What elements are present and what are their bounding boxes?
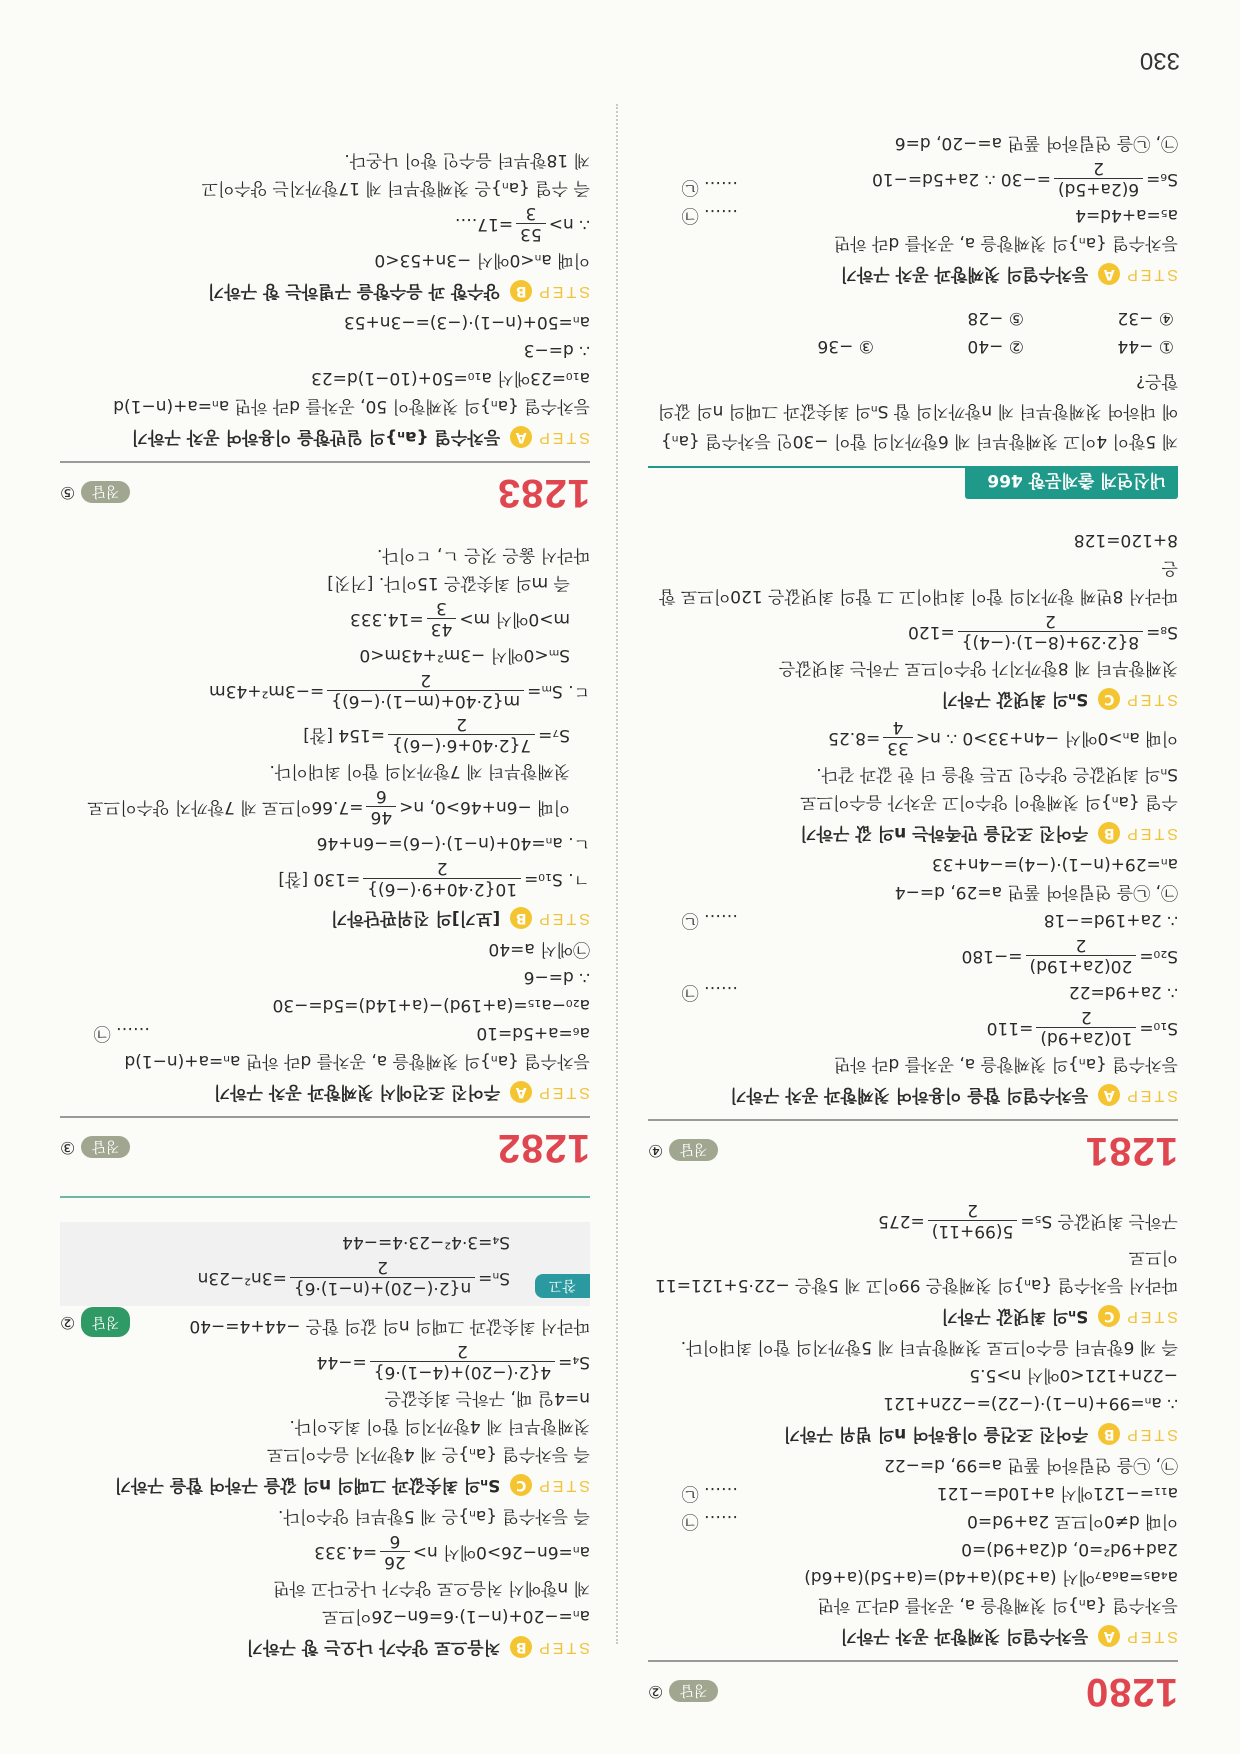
linked-problem-466 — [648, 129, 1178, 500]
math-suffix: =−30 ∴ 2a+5d=−10 — [872, 169, 1051, 189]
text-line — [60, 1019, 590, 1047]
step-heading — [648, 685, 1178, 713]
denominator: 2 — [1075, 935, 1087, 956]
numerator: 33 — [883, 738, 913, 759]
text-line — [648, 654, 1178, 682]
step-badge: A — [1098, 1625, 1120, 1647]
step-title: 처음으로 양수가 나오는 항 구하기 — [246, 1637, 501, 1657]
question-header — [60, 461, 590, 515]
line-text: 따라서 옳은 것은 ㄴ, ㄷ이다. — [376, 545, 590, 565]
numerator: 4{2·(−20)+(4−1)·6} — [370, 1362, 555, 1383]
text-line — [60, 1047, 590, 1075]
step-heading — [60, 1471, 590, 1499]
step-heading — [60, 904, 590, 932]
line-text: 8+120=128 — [1073, 530, 1178, 550]
answer-value: ② — [648, 1681, 664, 1701]
step-badge: A — [1098, 1084, 1120, 1106]
math-prefix: S₂₀= — [1139, 946, 1178, 966]
math-prefix: 구하는 최댓값은 S₅= — [1020, 1211, 1178, 1231]
numerator: 43 — [427, 619, 457, 640]
line-text: 등차수열 {aₙ}의 첫째항을 a, 공차를 d라 하면 aₙ=a+(n−1)d — [124, 1051, 590, 1071]
text-line — [648, 760, 1178, 788]
fraction — [958, 612, 1143, 653]
choice-1: ① −44 — [1117, 336, 1174, 356]
text-line — [60, 1384, 590, 1412]
step-title: Sₙ의 최댓값 구하기 — [941, 689, 1089, 709]
step-title: 등차수열의 첫째항과 공차 구하기 — [840, 1626, 1089, 1646]
answer-badge — [648, 1139, 718, 1161]
step-badge: B — [1098, 1423, 1120, 1445]
math-suffix: =8.25 — [828, 728, 881, 748]
line-text: 2ad+9d²=0, d(2a+9d)=0 — [961, 1539, 1178, 1559]
math-prefix: 이때 aₙ>0에서 −4n+33>0 ∴ n< — [915, 728, 1178, 748]
text-line — [648, 201, 1178, 229]
answer-label: 정답 — [81, 481, 130, 503]
step-badge: C — [1098, 1305, 1120, 1327]
numerator: 20(2a+19d) — [1026, 956, 1137, 977]
math-line — [648, 716, 1178, 760]
text-line — [648, 229, 1178, 257]
denominator: 6 — [389, 1531, 401, 1552]
step-badge: B — [510, 1636, 532, 1658]
denominator: 2 — [436, 858, 448, 879]
question-number: 1281 — [1085, 1129, 1178, 1173]
choice-4: ④ −32 — [1117, 308, 1174, 328]
answer-badge — [60, 481, 130, 503]
fraction — [370, 1342, 555, 1383]
math-suffix: =4.333 — [314, 1542, 378, 1562]
math-suffix: =154 [참] — [303, 725, 386, 745]
line-text: 첫째항부터 제 4항까지의 합이 최소이다. — [289, 1416, 590, 1436]
text-line — [648, 1563, 1178, 1591]
line-text: ∴ d=−6 — [523, 967, 590, 987]
line-text: Sₘ<0에서 −3m²+43m<0 — [359, 645, 570, 665]
step-badge: B — [1098, 822, 1120, 844]
math-prefix: ㄱ. S₁₀= — [524, 869, 590, 889]
step-badge: A — [510, 1081, 532, 1103]
text-line — [60, 1574, 590, 1602]
step-label: STEP — [536, 910, 590, 927]
line-text: ㉠에서 a=40 — [488, 939, 590, 959]
equation-marker: …… ㉡ — [681, 177, 738, 197]
line-text: a₂₀−a₁₅=(a+19d)−(a+14d)=5d=−30 — [272, 995, 590, 1015]
step-title: 양수항 과 음수항을 구별하는 항 구하기 — [207, 281, 501, 301]
equation-marker: …… ㉡ — [681, 910, 738, 930]
linked-problem-466-continued — [60, 1196, 590, 1664]
line-text: 즉 수열 {aₙ}은 첫째항부터 제 17항까지는 양수이고 — [201, 178, 590, 198]
step-label: STEP — [1124, 1426, 1178, 1443]
note-label: 참고 — [535, 1274, 590, 1298]
step-heading — [648, 1420, 1178, 1448]
fraction — [290, 1258, 475, 1299]
fraction — [363, 859, 521, 900]
text-line — [60, 757, 590, 785]
linked-problem-banner — [648, 466, 1178, 500]
text-line — [648, 554, 1178, 610]
text-line — [648, 1451, 1178, 1479]
step-title: [보기]의 진위판단하기 — [330, 908, 501, 928]
answer-label: 정답 — [81, 1136, 130, 1158]
line-text: 제 n항에서 처음으로 양수가 나온다고 하면 — [273, 1578, 590, 1598]
line-text: 즉 제 6항부터 음수이므로 첫째항부터 제 5항까지의 합이 최대이다. — [680, 1337, 1178, 1357]
line-text: 이때 d≠0이므로 2a+9d=0 — [967, 1511, 1178, 1531]
math-suffix: =17.… — [454, 214, 514, 234]
line-text: 따라서 등차수열 {aₙ}의 첫째항은 99이고 제 5항은 −22·5+121=11이므로 — [655, 1247, 1178, 1295]
step-badge: B — [510, 907, 532, 929]
denominator: 2 — [420, 670, 432, 691]
text-line — [60, 1602, 590, 1630]
line-text: aₙ=29+(n−1)·(−4)=−4n+33 — [931, 854, 1178, 874]
line-text: ㉠, ㉡을 연립하여 풀면 a=−20, d=6 — [894, 133, 1178, 153]
line-text: ㉠, ㉡을 연립하여 풀면 a=99, d=−22 — [884, 1455, 1178, 1475]
line-text: 즉 등차수열 {aₙ}은 제 4항까지 음수이므로 — [267, 1444, 590, 1464]
left-column — [648, 129, 1178, 1714]
equation-marker: …… ㉡ — [681, 1483, 738, 1503]
denominator: 3 — [525, 203, 537, 224]
denominator: 6 — [375, 786, 387, 807]
math-suffix: =110 — [986, 1018, 1034, 1038]
answer-value: ② — [60, 1312, 76, 1332]
equation-marker: …… ㉠ — [681, 1511, 738, 1531]
line-text: 따라서 최솟값과 그때의 n의 값의 합은 −44+4=−40 — [189, 1316, 590, 1336]
text-line — [648, 978, 1178, 1006]
step-heading — [648, 819, 1178, 847]
equation-marker: …… ㉠ — [681, 205, 738, 225]
math-line — [60, 1530, 590, 1574]
text-line — [648, 129, 1178, 157]
text-line — [60, 364, 590, 392]
text-line — [68, 1228, 510, 1256]
step-heading — [648, 1302, 1178, 1330]
numerator: 7{2·40+6·(−6)} — [388, 735, 535, 756]
math-suffix: =3n²−23n — [197, 1268, 287, 1288]
step-label: STEP — [536, 1084, 590, 1101]
fraction — [1026, 936, 1137, 977]
step-title: 등차수열의 첫째항과 공차 구하기 — [840, 264, 1089, 284]
denominator: 3 — [436, 598, 447, 619]
answer-label: 정답 — [669, 1139, 718, 1161]
math-line — [60, 713, 590, 757]
math-suffix: =120 — [908, 622, 955, 642]
math-prefix: 이때 −6n+46>0, n< — [399, 797, 570, 817]
step-label: STEP — [536, 1477, 590, 1494]
line-text: 수열 {aₙ}의 첫째항이 양수이고 공차가 음수이므로 — [800, 792, 1178, 812]
numerator: 6(2a+5d) — [1054, 179, 1143, 200]
step-title: 주어진 조건에서 첫째항과 공차 구하기 — [213, 1082, 501, 1102]
numerator: 5(99+11) — [928, 1221, 1018, 1242]
page-number: 330 — [1139, 47, 1180, 74]
step-heading — [60, 277, 590, 305]
math-suffix: =−180 — [961, 946, 1023, 966]
line-text: Sₙ의 최댓값은 양수인 모든 항을 더 한 값과 같다. — [816, 764, 1178, 784]
math-prefix: ∴ n> — [548, 214, 590, 234]
numerator: 26 — [380, 1552, 410, 1573]
step-label: STEP — [1124, 1087, 1178, 1104]
text-line — [648, 1389, 1178, 1417]
text-line — [60, 829, 590, 857]
text-line — [60, 1312, 590, 1340]
numerator: n{2·(−20)+(n−1)·6} — [290, 1278, 475, 1299]
math-suffix: =−3m²+43m — [209, 681, 325, 701]
math-suffix: =14.333 — [349, 609, 424, 629]
section-divider — [60, 1196, 590, 1222]
text-line — [60, 336, 590, 364]
step-badge: B — [510, 280, 532, 302]
math-line — [648, 1006, 1178, 1050]
solution-lines — [60, 541, 590, 1106]
banner-label: 내신연계 출제문항 466 — [965, 466, 1178, 499]
line-text: a₁₀=23에서 a₁₀=50+(10−1)d=23 — [311, 368, 590, 388]
math-line — [60, 785, 590, 829]
step-badge: A — [510, 426, 532, 448]
line-text: 등차수열 {aₙ}의 첫째항을 a, 공차를 d라 하면 — [833, 1054, 1178, 1074]
solution-lines — [60, 1312, 590, 1661]
line-text: ㉠, ㉡을 연립하여 풀면 a=29, d=−4 — [894, 882, 1178, 902]
text-line — [60, 963, 590, 991]
line-text: a₁₁=−121에서 a+10d=−121 — [936, 1483, 1178, 1503]
text-line — [648, 1479, 1178, 1507]
solution-1282 — [60, 541, 590, 1170]
line-text: ∴ 2a+19d=−18 — [1043, 910, 1178, 930]
line-text: 첫째항부터 제 8항까지가 양수이므로 구하는 최댓값은 — [778, 658, 1178, 678]
math-line — [648, 610, 1178, 654]
choice-5: ⑤ −28 — [967, 308, 1024, 328]
math-line — [648, 1199, 1178, 1243]
text-line — [60, 246, 590, 274]
text-line — [648, 1050, 1178, 1078]
numerator: 10(2a+9d) — [1036, 1028, 1136, 1049]
solution-lines — [648, 526, 1178, 1109]
math-line — [60, 597, 590, 641]
line-text: 등차수열 {aₙ}의 첫째항을 a, 공차를 d라고 하면 — [817, 1595, 1178, 1615]
fraction — [1036, 1008, 1136, 1049]
fraction — [516, 204, 546, 245]
math-suffix: =130 [참] — [278, 869, 361, 889]
line-text: 등차수열 {aₙ}의 첫째항이 50, 공차를 d라 하면 aₙ=a+(n−1)d — [113, 396, 590, 416]
math-suffix: =7.66이므로 제 7항까지 양수이므로 — [87, 797, 364, 817]
text-line — [60, 569, 590, 597]
text-line — [60, 641, 590, 669]
math-line — [60, 1340, 590, 1384]
math-prefix: S₈= — [1146, 622, 1178, 642]
math-prefix: S₄= — [558, 1352, 590, 1372]
step-badge: C — [1098, 688, 1120, 710]
line-text: 즉 등차수열 {aₙ}은 제 5항부터 양수이다. — [278, 1506, 590, 1526]
step-heading — [648, 1622, 1178, 1650]
step-label: STEP — [536, 429, 590, 446]
step-label: STEP — [1124, 266, 1178, 283]
fraction — [367, 787, 397, 828]
equation-marker: …… ㉠ — [93, 1023, 150, 1043]
math-line — [648, 934, 1178, 978]
fraction — [928, 1201, 1018, 1242]
choice-3: ③ −36 — [817, 336, 874, 356]
math-suffix: =275 — [878, 1211, 925, 1231]
answer-value: ④ — [648, 1140, 664, 1160]
math-line — [648, 157, 1178, 201]
text-line — [60, 146, 590, 174]
text-line — [60, 935, 590, 963]
solution-lines — [648, 129, 1178, 288]
fraction — [427, 599, 457, 640]
math-prefix: S₇= — [538, 725, 570, 745]
column-divider — [616, 104, 618, 1644]
numerator: 53 — [516, 224, 546, 245]
step-label: STEP — [1124, 1308, 1178, 1325]
denominator: 2 — [1093, 158, 1104, 179]
text-line — [60, 308, 590, 336]
numerator: 10{2·40+9·(−6)} — [363, 879, 521, 900]
fraction — [327, 671, 524, 712]
step-badge: A — [1098, 263, 1120, 285]
line-text: a₅=a+4d=4 — [1075, 205, 1178, 225]
text-line — [648, 788, 1178, 816]
text-line — [648, 1507, 1178, 1535]
text-line — [648, 906, 1178, 934]
answer-label: 정답 — [81, 1307, 130, 1337]
question-number: 1280 — [1085, 1670, 1178, 1714]
denominator: 2 — [1080, 1007, 1092, 1028]
step-label: STEP — [1124, 1628, 1178, 1645]
math-prefix: S₁₀= — [1139, 1018, 1178, 1038]
answer-badge — [60, 1307, 130, 1337]
solution-1283 — [60, 146, 590, 515]
fraction — [380, 1532, 410, 1573]
choices — [648, 304, 1178, 360]
line-text: n=4일 때, 구하는 최솟값은 — [384, 1388, 590, 1408]
text-line — [648, 1243, 1178, 1299]
step-heading — [648, 260, 1178, 288]
text-line — [60, 174, 590, 202]
question-header — [648, 1660, 1178, 1714]
line-text: 따라서 8번째 항까지의 합이 최대이고 그 합의 최댓값은 120이므로 합은 — [659, 558, 1178, 606]
numerator: 46 — [367, 807, 397, 828]
math-prefix: ㄷ. Sₘ= — [527, 681, 590, 701]
math-line — [60, 202, 590, 246]
step-badge: C — [510, 1474, 532, 1496]
math-prefix: S₆= — [1146, 169, 1178, 189]
solution-1281 — [648, 526, 1178, 1173]
fraction — [388, 715, 535, 756]
step-title: 주어진 조건을 이용하여 n의 범위 구하기 — [783, 1424, 1089, 1444]
math-suffix: =−44 — [316, 1352, 367, 1372]
text-line — [648, 1535, 1178, 1563]
answer-badge — [60, 1136, 130, 1158]
denominator: 2 — [1045, 611, 1056, 632]
step-title: 등차수열의 합을 이용하여 첫째항과 공차 구하기 — [730, 1085, 1089, 1105]
text-line — [648, 1591, 1178, 1619]
step-label: STEP — [1124, 825, 1178, 842]
math-prefix: Sₙ= — [478, 1268, 510, 1288]
math-prefix: m>0에서 m> — [459, 609, 570, 629]
equation-marker: …… ㉠ — [681, 982, 738, 1002]
text-line — [60, 392, 590, 420]
answer-value: ③ — [60, 1137, 76, 1157]
question-header — [648, 1119, 1178, 1173]
line-text: 등차수열 {aₙ}의 첫째항을 a, 공차를 d라 하면 — [833, 233, 1178, 253]
text-line — [648, 1361, 1178, 1389]
text-line — [60, 1440, 590, 1468]
denominator: 4 — [892, 717, 904, 738]
line-text: a₆=a+5d=10 — [476, 1023, 590, 1043]
answer-value: ⑤ — [60, 482, 76, 502]
answer-label: 정답 — [669, 1680, 718, 1702]
denominator: 2 — [377, 1257, 388, 1278]
step-heading — [60, 1078, 590, 1106]
step-heading — [648, 1081, 1178, 1109]
right-column — [60, 146, 590, 1664]
solution-lines — [648, 1199, 1178, 1650]
text-line — [648, 850, 1178, 878]
line-text: a₄a₅=a₆a₇에서 (a+3d)(a+4d)=(a+5d)(a+6d) — [804, 1567, 1178, 1587]
fraction — [883, 718, 913, 759]
note-box — [60, 1222, 590, 1306]
question-number: 1282 — [497, 1126, 590, 1170]
line-text: 즉 m의 최솟값은 15이다. [거짓] — [327, 573, 570, 593]
choice-2: ② −40 — [967, 336, 1024, 356]
step-heading — [60, 423, 590, 451]
math-line — [68, 1256, 510, 1300]
text-line — [648, 526, 1178, 554]
step-title: 주어진 조건을 만족하는 n의 값 구하기 — [800, 823, 1089, 843]
line-text: ㄴ. aₙ=40+(n−1)·(−6)=−6n+46 — [316, 833, 590, 853]
problem-text: 제 5항이 4이고 첫째항부터 제 6항까지의 합이 −30인 등차수열 {aₙ}에 대하여 첫째항부터 제 n항까지의 합 Sₙ의 최솟값과 그때의 n의 값의 합은? — [657, 371, 1178, 451]
question-header — [60, 1116, 590, 1170]
numerator: m{2·40+(m−1)·(−6)} — [327, 691, 524, 712]
text-line — [60, 1412, 590, 1440]
line-text: 이때 aₙ<0에서 −3n+53<0 — [374, 250, 590, 270]
line-text: S₄=3·4²−23·4=−44 — [342, 1232, 510, 1252]
line-text: ∴ 2a+9d=22 — [1068, 982, 1178, 1002]
denominator: 2 — [457, 1341, 468, 1362]
line-text: −22n+121<0에서 n>5.5 — [969, 1365, 1178, 1385]
text-line — [60, 991, 590, 1019]
denominator: 2 — [456, 714, 468, 735]
denominator: 2 — [967, 1200, 978, 1221]
note-lines — [68, 1228, 510, 1300]
numerator: 8{2·29+(8−1)·(−4)} — [958, 632, 1143, 653]
step-label: STEP — [1124, 691, 1178, 708]
step-label: STEP — [536, 283, 590, 300]
answer-badge — [648, 1680, 718, 1702]
line-text: 첫째항부터 제 7항까지의 합이 최대이다. — [269, 761, 570, 781]
math-prefix: aₙ=6n−26>0에서 n> — [412, 1542, 590, 1562]
line-text: ∴ d=−3 — [523, 340, 590, 360]
fraction — [1054, 159, 1143, 200]
solution-lines — [60, 146, 590, 451]
text-line — [648, 878, 1178, 906]
step-heading — [60, 1633, 590, 1661]
text-line — [60, 1502, 590, 1530]
step-label: STEP — [536, 1639, 590, 1656]
line-text: aₙ=−20+(n−1)·6=6n−26이므로 — [322, 1606, 590, 1626]
text-line — [648, 1333, 1178, 1361]
line-text: 제 18항부터 음수인 항이 나온다. — [344, 150, 590, 170]
math-line — [60, 669, 590, 713]
line-text: ∴ aₙ=99+(n−1)·(−22)=−22n+121 — [883, 1393, 1178, 1413]
step-title: Sₙ의 최솟값과 그때의 n의 값을 구하여 합을 구하기 — [114, 1475, 501, 1495]
math-line — [60, 857, 590, 901]
step-title: 등차수열 {aₙ}의 일반항을 이용하여 공차 구하기 — [131, 427, 501, 447]
question-number: 1283 — [497, 471, 590, 515]
text-line — [60, 541, 590, 569]
step-title: Sₙ의 최댓값 구하기 — [941, 1306, 1089, 1326]
solution-1280 — [648, 1199, 1178, 1714]
line-text: aₙ=50+(n−1)·(−3)=−3n+53 — [343, 312, 590, 332]
